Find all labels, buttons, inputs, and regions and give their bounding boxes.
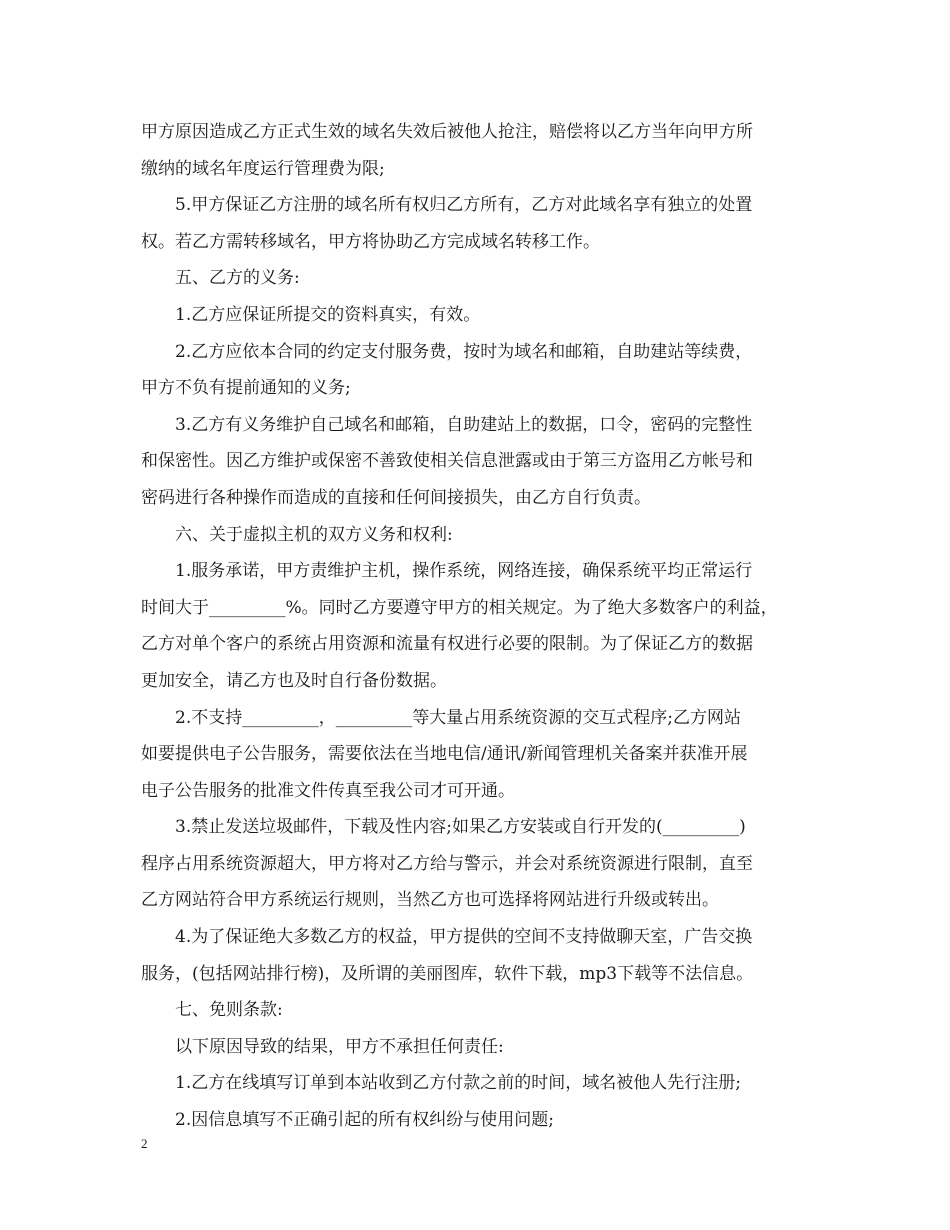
text-line: 时间大于_________%。同时乙方要遵守甲方的相关规定。为了绝大多数客户的利益， — [141, 597, 778, 618]
document-body — [141, 114, 821, 1139]
text-line: 1.乙方在线填写订单到本站收到乙方付款之前的时间，域名被他人先行注册; — [175, 1073, 741, 1094]
text-line: 权。若乙方需转移域名，甲方将协助乙方完成域名转移工作。 — [141, 231, 600, 252]
text-line: 5.甲方保证乙方注册的域名所有权归乙方所有，乙方对此域名享有独立的处置 — [175, 195, 753, 216]
text-line: 甲方原因造成乙方正式生效的域名失效后被他人抢注，赔偿将以乙方当年向甲方所 — [141, 122, 753, 142]
text-line: 更加安全，请乙方也及时自行备份数据。 — [141, 670, 447, 691]
text-line: 2.不支持_________，_________等大量占用系统资源的交互式程序;乙方网站 — [175, 707, 741, 728]
text-line: 4.为了保证绝大多数乙方的权益，甲方提供的空间不支持做聊天室，广告交换 — [175, 927, 753, 948]
text-line: 服务，(包括网站排行榜)，及所谓的美丽图库，软件下载，mp3下载等不法信息。 — [141, 963, 754, 984]
text-line: 2.乙方应依本合同的约定支付服务费，按时为域名和邮箱，自助建站等续费， — [175, 341, 753, 362]
text-line: 缴纳的域名年度运行管理费为限; — [141, 158, 385, 179]
text-line: 3.乙方有义务维护自己域名和邮箱，自助建站上的数据，口令，密码的完整性 — [175, 414, 753, 435]
text-line: 乙方对单个客户的系统占用资源和流量有权进行必要的限制。为了保证乙方的数据 — [141, 634, 753, 655]
text-line: 和保密性。因乙方维护或保密不善致使相关信息泄露或由于第三方盗用乙方帐号和 — [141, 451, 753, 472]
text-line: 以下原因导致的结果，甲方不承担任何责任: — [175, 1036, 504, 1057]
text-line: 甲方不负有提前通知的义务; — [141, 378, 351, 399]
page-number: 2 — [141, 1136, 148, 1151]
text-line: 六、关于虚拟主机的双方义务和权利: — [175, 524, 453, 545]
text-line: 七、免则条款: — [175, 1000, 283, 1021]
text-line: 电子公告服务的批准文件传真至我公司才可开通。 — [141, 780, 515, 801]
text-line: 五、乙方的义务: — [175, 268, 300, 289]
text-line: 乙方网站符合甲方系统运行规则，当然乙方也可选择将网站进行升级或转出。 — [141, 890, 719, 911]
text-line: 3.禁止发送垃圾邮件，下载及性内容;如果乙方安装或自行开发的(_________) — [175, 817, 746, 838]
text-line: 程序占用系统资源超大，甲方将对乙方给与警示，并会对系统资源进行限制，直至 — [141, 853, 753, 874]
text-line: 1.乙方应保证所提交的资料真实，有效。 — [175, 304, 481, 325]
text-line: 密码进行各种操作而造成的直接和任何间接损失，由乙方自行负责。 — [141, 487, 651, 508]
text-line: 1.服务承诺，甲方责维护主机，操作系统，网络连接，确保系统平均正常运行 — [175, 561, 753, 582]
text-line: 2.因信息填写不正确引起的所有权纠纷与使用问题; — [175, 1110, 554, 1131]
text-line: 如要提供电子公告服务，需要依法在当地电信/通讯/新闻管理机关备案并获准开展 — [141, 744, 748, 765]
